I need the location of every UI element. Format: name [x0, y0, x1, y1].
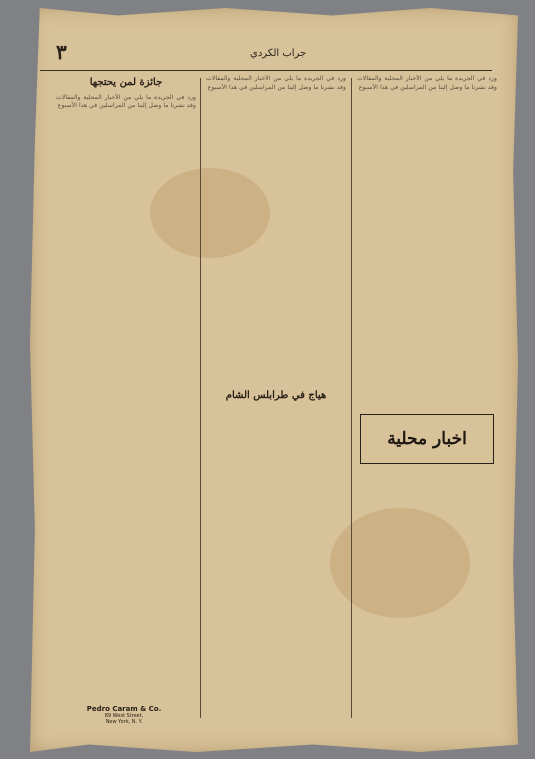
advert-address: 89 West Street, [104, 713, 144, 719]
column-divider [351, 78, 352, 718]
article-text: ورد في الجريدة ما يلي من الأخبار المحلية والمقالات وقد نشرنا ما وصل إلينا من المراسلين في هذا الأسبوع [357, 75, 497, 91]
article-text: ورد في الجريدة ما يلي من الأخبار المحلية والمقالات وقد نشرنا ما وصل إلينا من المراسلين في هذا الأسبوع [56, 93, 196, 110]
advertisement [58, 705, 190, 725]
article-heading: جائزة لمن يحتجها [89, 77, 163, 88]
section-banner: اخبار محلية [360, 414, 494, 464]
article-heading: هياج في طرابلس الشام [225, 390, 327, 402]
article-column-right [357, 75, 497, 705]
advert-city: New York, N. Y. [105, 719, 143, 725]
advert-company: Pedro Caram & Co. [86, 705, 162, 713]
column-divider [200, 78, 201, 718]
masthead-title: جراب الكردي [250, 48, 307, 59]
page-number: ٣ [56, 40, 67, 64]
article-column-middle [206, 75, 346, 705]
article-column-left [56, 75, 196, 705]
article-text: ورد في الجريدة ما يلي من الأخبار المحلية والمقالات وقد نشرنا ما وصل إلينا من المراسلين في هذا الأسبوع [206, 75, 346, 91]
